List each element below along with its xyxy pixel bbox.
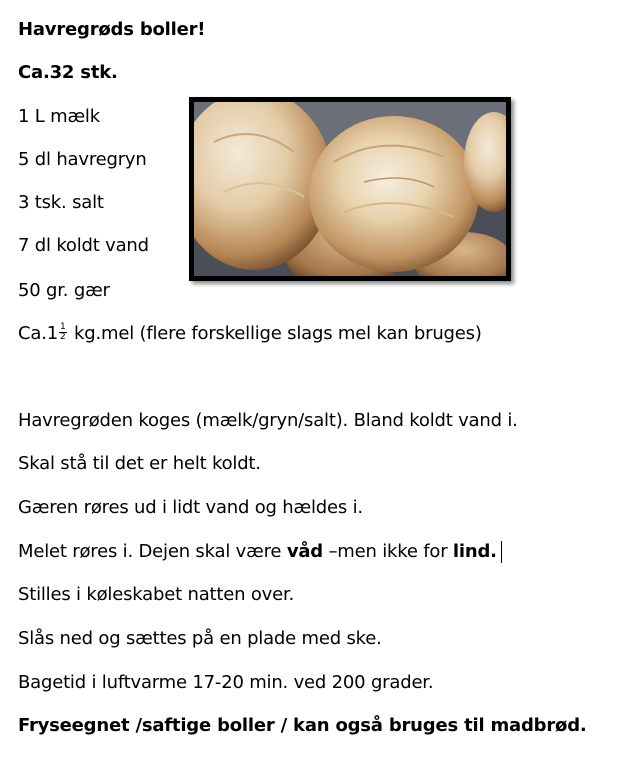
ingredient-yeast: 50 gr. gær bbox=[18, 280, 110, 301]
step-fridge: Stilles i køleskabet natten over. bbox=[18, 584, 295, 605]
bread-rolls-image bbox=[194, 102, 506, 276]
step-flour-wet: våd bbox=[286, 541, 323, 562]
ingredient-oats: 5 dl havregryn bbox=[18, 149, 147, 170]
step-cool: Skal stå til det er helt koldt. bbox=[18, 453, 261, 474]
recipe-footer: Fryseegnet /saftige boller / kan også bruges til madbrød. bbox=[18, 715, 587, 736]
step-yeast: Gæren røres ud i lidt vand og hældes i. bbox=[18, 497, 363, 518]
recipe-yield: Ca.32 stk. bbox=[18, 62, 118, 83]
flour-suffix: kg.mel (flere forskellige slags mel kan bruges) bbox=[68, 323, 482, 344]
ingredient-salt: 3 tsk. salt bbox=[18, 192, 104, 213]
fraction-numerator: 1 bbox=[59, 321, 66, 332]
step-flour-soft: lind bbox=[452, 541, 491, 562]
step-flour-text-2: –men ikke for bbox=[322, 541, 453, 562]
bread-rolls-photo bbox=[189, 97, 511, 281]
step-flour-period: . bbox=[490, 541, 497, 562]
ingredient-flour bbox=[18, 323, 482, 345]
step-flour bbox=[18, 541, 502, 563]
step-flour-text: Melet røres i. Dejen skal være bbox=[18, 541, 287, 562]
text-cursor bbox=[501, 541, 502, 563]
step-shape: Slås ned og sættes på en plade med ske. bbox=[18, 628, 382, 649]
ingredient-milk: 1 L mælk bbox=[18, 106, 100, 127]
flour-prefix: Ca.1 bbox=[18, 323, 58, 344]
ingredient-water: 7 dl koldt vand bbox=[18, 235, 149, 256]
recipe-title: Havregrøds boller! bbox=[18, 19, 206, 40]
fraction-denominator: 2 bbox=[59, 331, 66, 342]
step-bake: Bagetid i luftvarme 17-20 min. ved 200 grader. bbox=[18, 672, 434, 693]
fraction-half bbox=[59, 323, 67, 342]
step-cook-porridge: Havregrøden koges (mælk/gryn/salt). Bland koldt vand i. bbox=[18, 410, 518, 431]
